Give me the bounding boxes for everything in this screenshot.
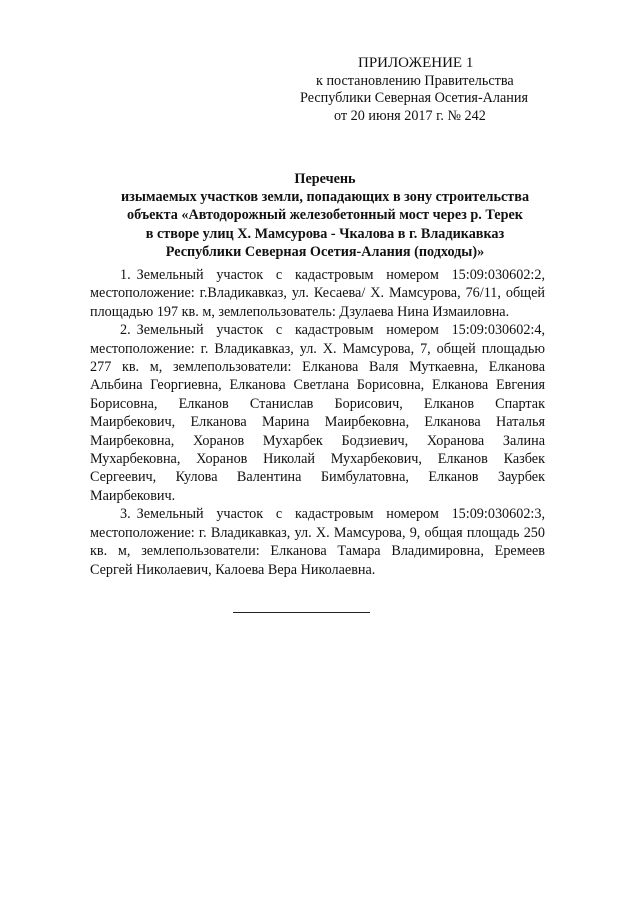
appendix-reference: к постановлению Правительства [316, 72, 514, 89]
title-line: объекта «Автодорожный железобетонный мост через р. Терек [127, 207, 523, 224]
item-number: 1. [120, 267, 131, 283]
title-line: Перечень [294, 171, 356, 187]
item-text: Земельный участок с кадастровым номером 15:09:030602:2, местоположение: г.Владикавказ, ул. Кесаева/ Х. Мамсурова, 76/11, общей площадью 197 кв. м, землепользователь: Дзулаева Нина Измаиловна. [90, 267, 545, 320]
list-item [90, 266, 545, 321]
title-line: Республики Северная Осетия-Алания (подходы)» [165, 243, 485, 260]
item-number: 2. [120, 322, 131, 339]
list-item [90, 505, 545, 579]
appendix-date-number: от 20 июня 2017 г. № 242 [334, 107, 486, 124]
end-divider [233, 612, 370, 613]
appendix-header [300, 55, 560, 125]
title-line: в створе улиц Х. Мамсурова - Чкалова в г. Владикавказ [145, 225, 505, 242]
item-text: Земельный участок с кадастровым номером 15:09:030602:3, местоположение: г. Владикавказ, ул. Х. Мамсурова, 9, общая площадь 250 кв. м, землепользователи: Елканова Тамара Владимировна, Еремеев Сергей Николаевич, Калоева Вера Николаевна. [90, 506, 545, 578]
land-plot-list [90, 266, 545, 579]
item-number: 3. [120, 506, 131, 523]
appendix-government: Республики Северная Осетия-Алания [300, 90, 529, 106]
list-item [90, 321, 545, 505]
appendix-title: ПРИЛОЖЕНИЕ 1 [358, 55, 474, 71]
item-text: Земельный участок с кадастровым номером 15:09:030602:4, местоположение: г. Владикавказ, ул. Х. Мамсурова, 7, общей площадью 277 кв. м, землепользователи: Елканова Валя Муткаевна, Елканова Альбина Георгиевна, Елканова Светлана Борисовна, Елканова Евгения Борисовна, Елканов Станислав Борисович, Елканов Спартак Маирбекович, Елканова Марина Маирбековна, Елканова Наталья Маирбековна, Хоранов Мухарбек Бодзиевич, Хоранова Залина Мухарбековна, Хоранов Николай Мухарбекович, Елканов Казбек Сергеевич, Кулова Валентина Бимбулатовна, Елканов Заурбек Маирбекович. [90, 322, 545, 504]
document-title [60, 170, 590, 261]
title-line: изымаемых участков земли, попадающих в зону строительства [120, 189, 530, 206]
